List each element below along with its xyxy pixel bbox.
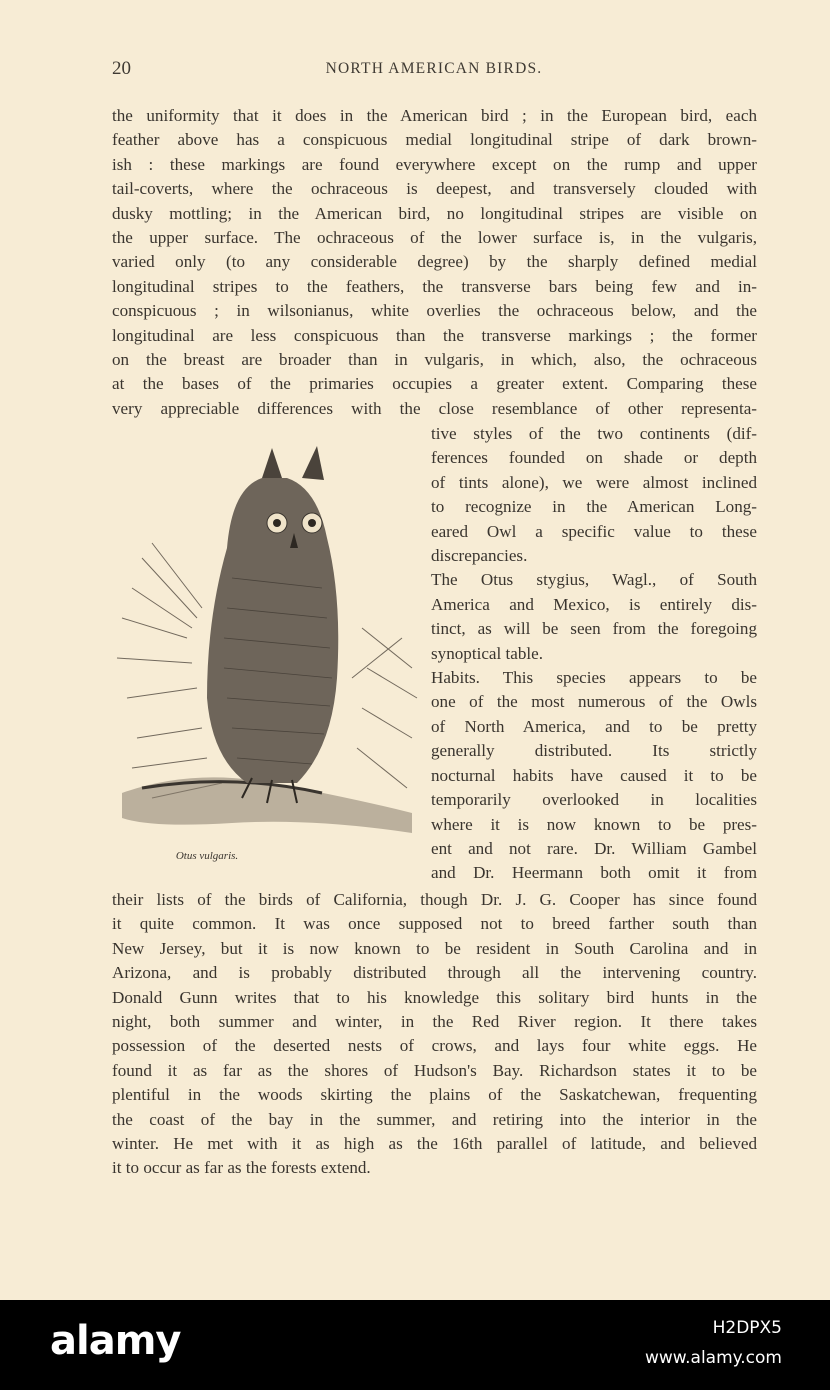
running-title: NORTH AMERICAN BIRDS. (325, 60, 543, 77)
text-line: dusky mottling; in the American bird, no longitudinal stripes are visible on (112, 203, 757, 223)
text-line: and Dr. Heermann both omit it from (431, 863, 757, 883)
text-line: on the breast are broader than in vulgaris, in which, also, the ochraceous (112, 350, 757, 370)
text-line: ent and not rare. Dr. William Gambel (431, 838, 757, 858)
text-line: ish : these markings are found everywhere except on the rump and upper (112, 154, 757, 174)
text-line: tinct, as will be seen from the foregoing (431, 619, 757, 639)
text-line: Habits. This species appears to be (431, 668, 757, 688)
figure-caption: Otus vulgaris. (175, 850, 239, 862)
body-text-bottom (112, 888, 757, 1181)
text-line: tive styles of the two continents (dif- (431, 424, 757, 443)
text-line: tail-coverts, where the ochraceous is deepest, and transversely clouded with (112, 179, 757, 199)
text-line: where it is now known to be pres- (431, 814, 757, 834)
text-line: the uniformity that it does in the American bird ; in the European bird, each (112, 106, 757, 125)
text-line: their lists of the birds of California, though Dr. J. G. Cooper has since found (112, 890, 757, 909)
text-line: one of the most numerous of the Owls (431, 692, 757, 712)
text-line: the upper surface. The ochraceous of the lower surface is, in the vulgaris, (112, 228, 757, 248)
text-line: generally distributed. Its strictly (431, 741, 757, 761)
text-line: temporarily overlooked in localities (431, 790, 757, 810)
page-number: 20 (112, 58, 131, 79)
text-line: The Otus stygius, Wagl., of South (431, 570, 757, 590)
text-line: America and Mexico, is entirely dis- (431, 594, 757, 614)
body-text-top (112, 104, 757, 421)
text-line: found it as far as the shores of Hudson's Bay. Richardson states it to be (112, 1060, 757, 1080)
text-line: longitudinal stripes to the feathers, the transverse bars being few and in- (112, 276, 757, 296)
text-line: discrepancies. (431, 546, 528, 566)
text-line: synoptical table. (431, 643, 544, 663)
text-line: the coast of the bay in the summer, and retiring into the interior in the (112, 1109, 757, 1129)
running-head (112, 58, 756, 84)
text-line: of North America, and to be pretty (431, 716, 757, 736)
text-line: longitudinal are less conspicuous than the transverse markings ; the former (112, 325, 757, 345)
text-line: feather above has a conspicuous medial longitudinal stripe of dark brown- (112, 130, 757, 150)
text-line: it quite common. It was once supposed not to breed farther south than (112, 914, 757, 934)
owl-illustration (112, 438, 422, 868)
watermark-url: www.alamy.com (644, 1348, 782, 1368)
text-line: possession of the deserted nests of crows, and lays four white eggs. He (112, 1036, 757, 1056)
text-line: at the bases of the primaries occupies a greater extent. Comparing these (112, 374, 757, 394)
text-line: New Jersey, but it is now known to be resident in South Carolina and in (112, 938, 757, 958)
text-line: conspicuous ; in wilsonianus, white overlies the ochraceous below, and the (112, 301, 757, 321)
body-text-mid (431, 422, 757, 886)
text-line: winter. He met with it as high as the 16th parallel of latitude, and believed (112, 1134, 757, 1154)
owl-engraving-icon (112, 438, 422, 848)
image-id: H2DPX5 (712, 1318, 782, 1338)
alamy-logo: alamy (50, 1318, 181, 1364)
stock-watermark-bar (0, 1300, 830, 1390)
text-line: ferences founded on shade or depth (431, 448, 757, 468)
text-line: it to occur as far as the forests extend. (112, 1158, 371, 1178)
text-line: to recognize in the American Long- (431, 497, 757, 517)
text-line: eared Owl a specific value to these (431, 521, 757, 541)
text-line: varied only (to any considerable degree) by the sharply defined medial (112, 252, 757, 272)
text-line: plentiful in the woods skirting the plains of the Saskatchewan, frequenting (112, 1085, 757, 1105)
text-line: nocturnal habits have caused it to be (431, 765, 757, 785)
text-line: of tints alone), we were almost inclined (431, 472, 757, 492)
text-line: night, both summer and winter, in the Red River region. It there takes (112, 1012, 757, 1032)
text-line: very appreciable differences with the close resemblance of other representa- (112, 398, 757, 418)
text-line: Arizona, and is probably distributed through all the intervening country. (112, 963, 757, 983)
text-line: Donald Gunn writes that to his knowledge this solitary bird hunts in the (112, 987, 757, 1007)
